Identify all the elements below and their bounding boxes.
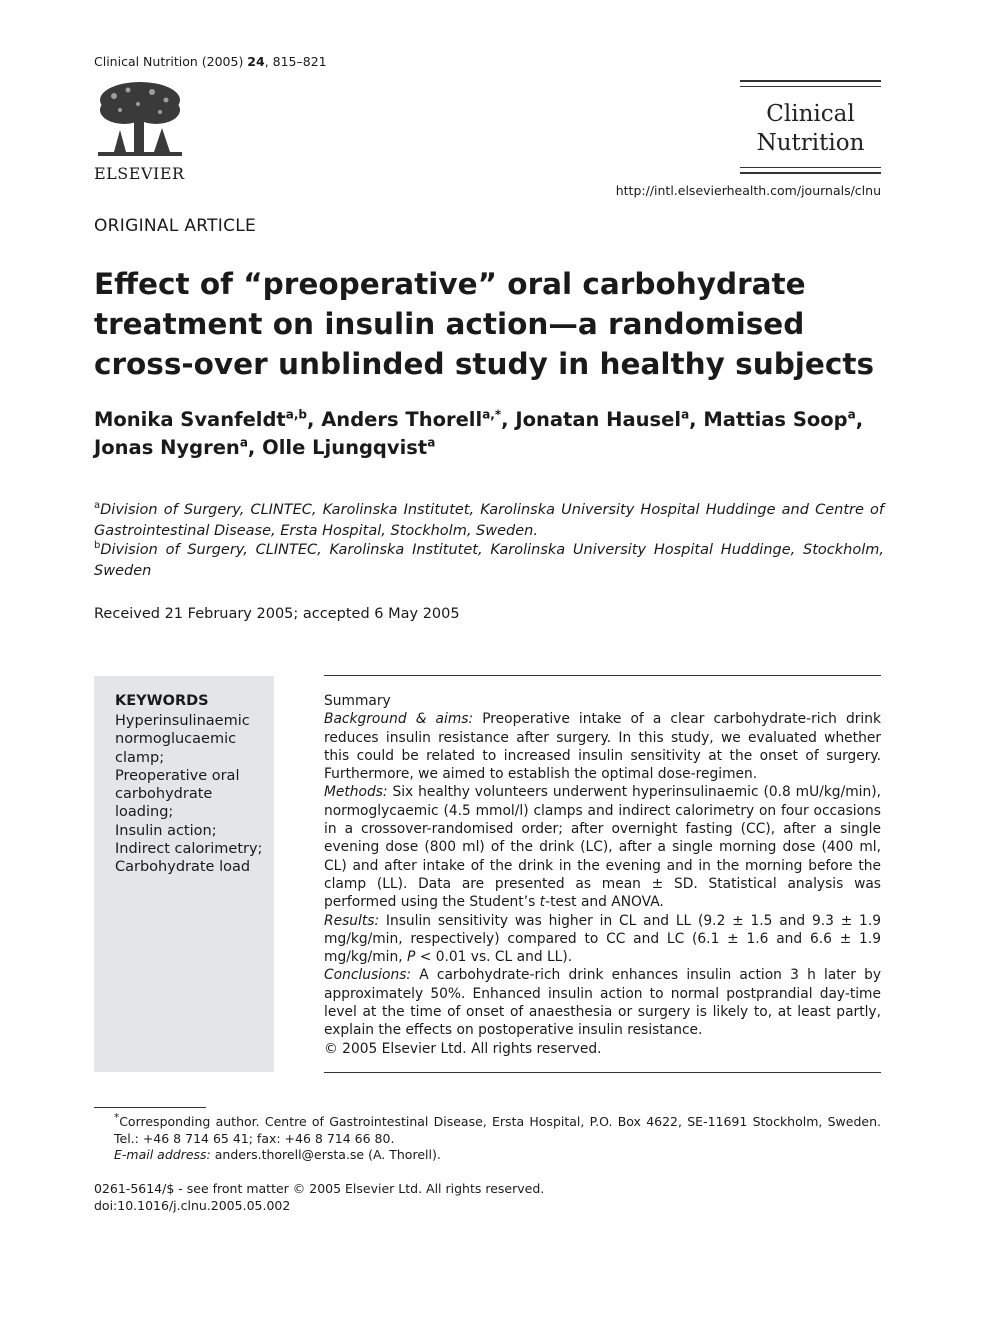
summary-methods: Methods: Six healthy volunteers underwent hyperinsulinaemic (0.8 mU/kg/min), normoglycaemic (4.5 mmol/l) clamps and indirect calorimetry on four occasions in a crossover-randomised order; after overnight fasting (CC), after a single evening dose (800 ml) of the drink (LC), after a single morning dose (400 ml, CL) and after intake of the drink in the evening and in the morning before the clamp (LL). Data are presented as mean ± SD. Statistical analysis was performed using the Student’s t-test and ANOVA. [324, 784, 881, 911]
citation-pages: , 815–821 [264, 54, 327, 69]
author: Mattias Soop$^a$, [703, 407, 864, 431]
keyword-line: Carbohydrate load [115, 859, 251, 876]
email-address: anders.thorell@ersta.se (A. Thorell). [210, 1147, 441, 1163]
summary-heading: Summary [324, 693, 391, 709]
journal-rule-top [740, 80, 881, 82]
journal-rule-bottom [740, 172, 881, 174]
article-title: Effect of “preoperative” oral carbohydrate treatment on insulin action—a randomised cross-over unblinded study in healthy subjects [94, 267, 875, 381]
citation-journal: Clinical Nutrition (2005) [94, 54, 248, 69]
publisher-name: ELSEVIER [94, 164, 185, 183]
keyword-line: Insulin action; [115, 822, 217, 839]
keywords-list [115, 712, 270, 877]
summary-rule-top [324, 675, 881, 676]
elsevier-tree-logo [94, 80, 186, 162]
keyword-line: clamp; [115, 749, 165, 766]
summary-background: Background & aims: Preoperative intake of a clear carbohydrate-rich drink reduces insulin resistance after surgery. In this study, we evaluated whether this could be related to increased insulin sensitivity at the onset of surgery. Furthermore, we aimed to establish the optimal dose-regimen. [324, 711, 881, 783]
footnote-rule [94, 1107, 206, 1108]
front-matter [94, 1181, 544, 1214]
affiliation-b: $^b$Division of Surgery, CLINTEC, Karolinska Institutet, Karolinska University Hospital Huddinge, Stockholm, Sweden [94, 540, 884, 579]
issn-line: 0261-5614/$ - see front matter © 2005 Elsevier Ltd. All rights reserved. [94, 1181, 545, 1196]
journal-rule-top-thin [740, 86, 881, 87]
email-line: E-mail address: anders.thorell@ersta.se (A. Thorell). [114, 1147, 441, 1163]
journal-url-link[interactable]: http://intl.elsevierhealth.com/journals/clnu [615, 183, 881, 198]
journal-name-line1: Clinical [766, 101, 855, 127]
corresponding-author-footnote: *Corresponding author. Centre of Gastrointestinal Disease, Ersta Hospital, P.O. Box 4622, SE-11691 Stockholm, Sweden. Tel.: +46 8 714 65 41; fax: +46 8 714 66 80. E-mail address: anders.thorell@ersta.se (A. Thorell). [94, 1110, 881, 1164]
keyword-line: loading; [115, 804, 174, 821]
summary-conclusions: Conclusions: A carbohydrate-rich drink enhances insulin action 3 h later by approximately 50%. Enhanced insulin action to normal postprandial day-time level at the time of onset of anaesthesia or surgery is likely to, at least partly, explain the effects on postoperative insulin resistance. [324, 967, 881, 1039]
doi-line: doi:10.1016/j.clnu.2005.05.002 [94, 1197, 291, 1213]
keyword-line: normoglucaemic [115, 731, 237, 748]
summary-results: Results: Insulin sensitivity was higher in CL and LL (9.2 ± 1.5 and 9.3 ± 1.9 mg/kg/min, respectively) compared to CC and LC (6.1 ± 1.6 and 6.6 ± 1.9 mg/kg/min, P < 0.01 vs. CL and LL). [324, 912, 881, 966]
journal-rule-bottom-thin [740, 167, 881, 168]
journal-name [740, 100, 881, 158]
abstract-summary [324, 692, 881, 1058]
keyword-line: carbohydrate [115, 786, 213, 803]
author: Olle Ljungqvist$^a$ [262, 435, 436, 459]
keyword-line: Hyperinsulinaemic [115, 713, 250, 729]
author: Monika Svanfeldt$^{a,b}$, [94, 407, 322, 431]
summary-copyright: © 2005 Elsevier Ltd. All rights reserved. [324, 1040, 602, 1057]
journal-name-line2: Nutrition [756, 130, 865, 156]
footnote-marker: * [114, 1112, 120, 1124]
author: Jonatan Hausel$^a$, [515, 407, 704, 431]
citation-volume: 24 [247, 54, 265, 69]
journal-citation [94, 54, 327, 69]
keyword-line: Indirect calorimetry; [115, 841, 263, 858]
affiliation-a: $^a$Division of Surgery, CLINTEC, Karolinska Institutet, Karolinska University Hospital Huddinge and Centre of Gastrointestinal Disease, Ersta Hospital, Stockholm, Sweden. [94, 500, 884, 539]
summary-rule-bottom [324, 1072, 881, 1073]
article-type: ORIGINAL ARTICLE [94, 216, 257, 236]
author: Jonas Nygren$^a$, [94, 435, 263, 459]
keywords-heading: KEYWORDS [115, 693, 209, 709]
received-dates: Received 21 February 2005; accepted 6 May 2005 [94, 606, 460, 622]
author-list [94, 406, 894, 462]
author: Anders Thorell$^{a,*}$, [321, 407, 516, 431]
keyword-line: Preoperative oral [115, 767, 240, 784]
